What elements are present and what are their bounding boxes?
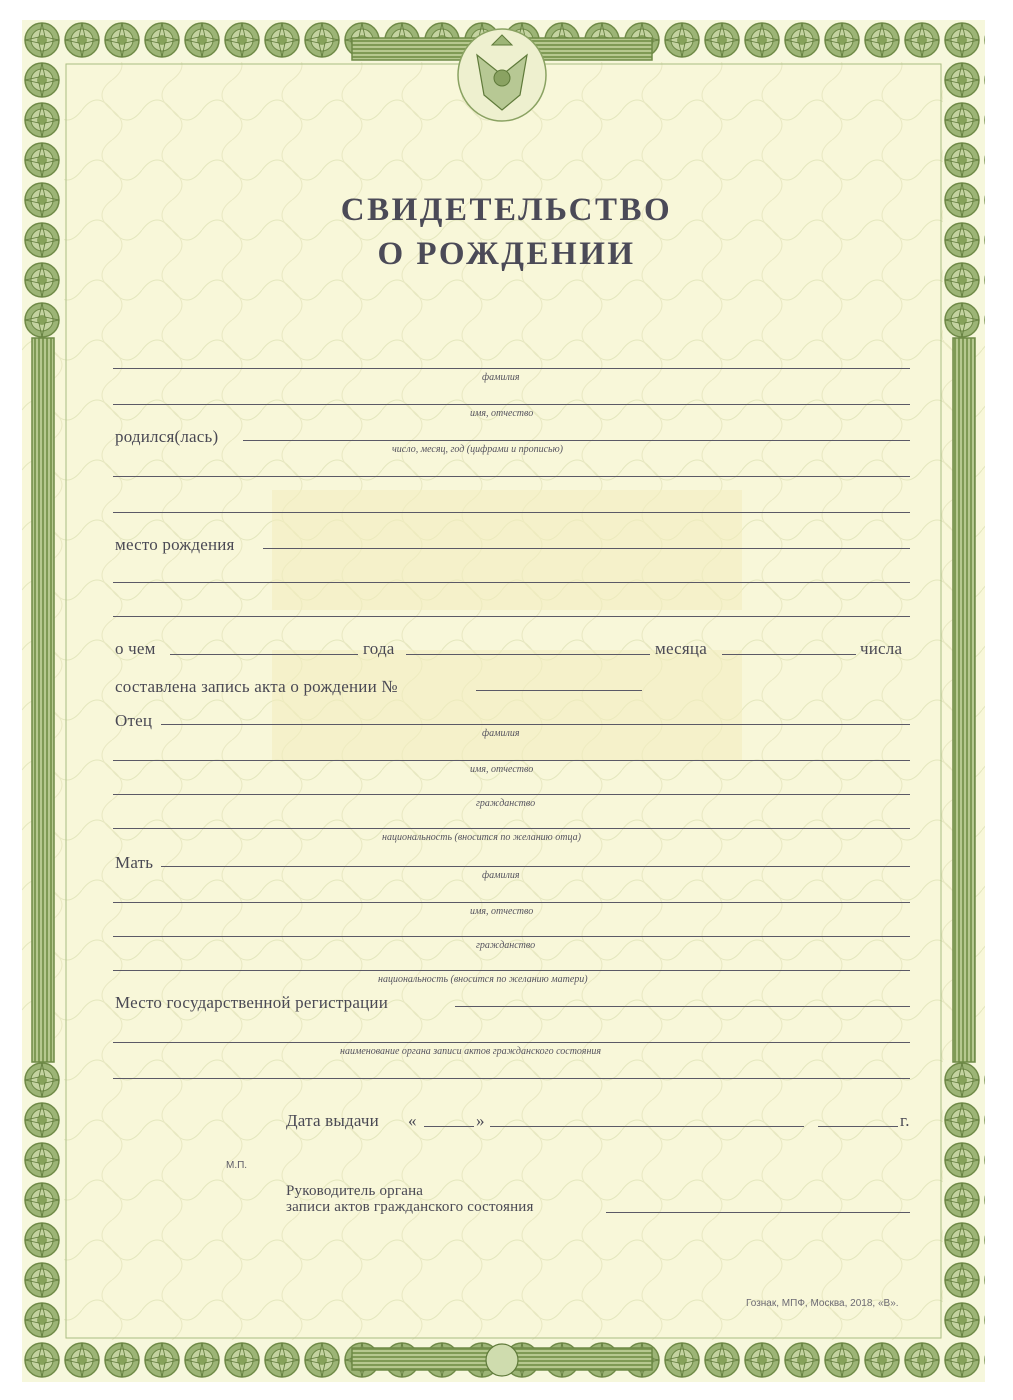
father-surname-line[interactable] [161, 724, 910, 725]
registry-office-line[interactable] [113, 1042, 910, 1043]
document-title-line1: СВИДЕТЕЛЬСТВО [340, 192, 673, 228]
surname-hint: фамилия [482, 372, 520, 383]
issue-year-line[interactable] [818, 1126, 898, 1127]
father-label: Отец [115, 711, 153, 730]
birthplace-line-2[interactable] [113, 582, 910, 583]
month-label: месяца [655, 639, 707, 658]
surname-line[interactable] [113, 368, 910, 369]
year-label: года [363, 639, 395, 658]
father-name-line[interactable] [113, 760, 910, 761]
issue-month-line[interactable] [490, 1126, 804, 1127]
quote-open: « [408, 1111, 417, 1130]
record-day-line[interactable] [722, 654, 856, 655]
mother-name-line[interactable] [113, 902, 910, 903]
father-surname-hint: фамилия [482, 728, 520, 739]
head-signature-line[interactable] [606, 1212, 910, 1213]
birthplace-line-3[interactable] [113, 616, 910, 617]
father-name-hint: имя, отчество [470, 764, 534, 775]
printer-imprint: Гознак, МПФ, Москва, 2018, «В». [746, 1298, 899, 1309]
father-citizenship-hint: гражданство [476, 798, 536, 809]
mother-name-hint: имя, отчество [470, 906, 534, 917]
year-suffix: г. [900, 1111, 910, 1130]
birth-date-hint: число, месяц, год (цифрами и прописью) [392, 444, 563, 455]
father-nationality-line[interactable] [113, 828, 910, 829]
birthplace-line[interactable] [263, 548, 910, 549]
mother-citizenship-hint: гражданство [476, 940, 536, 951]
name-hint: имя, отчество [470, 408, 534, 419]
birth-date-line-2[interactable] [113, 476, 910, 477]
born-label: родился(лась) [115, 427, 219, 446]
father-citizenship-line[interactable] [113, 794, 910, 795]
mother-nationality-hint: национальность (вносится по желанию матери) [378, 974, 588, 985]
registry-office-line-2[interactable] [113, 1078, 910, 1079]
document-title-line2: О РОЖДЕНИИ [377, 236, 636, 272]
mother-nationality-line[interactable] [113, 970, 910, 971]
mother-surname-line[interactable] [161, 866, 910, 867]
mother-surname-hint: фамилия [482, 870, 520, 881]
birth-date-line-3[interactable] [113, 512, 910, 513]
registry-office-hint: наименование органа записи актов гражданского состояния [340, 1046, 602, 1057]
record-year-line[interactable] [170, 654, 358, 655]
issue-date-label: Дата выдачи [286, 1111, 379, 1130]
birth-date-line[interactable] [243, 440, 910, 441]
mother-label: Мать [115, 853, 154, 872]
registration-place-line[interactable] [455, 1006, 910, 1007]
stamp-place-label: М.П. [226, 1160, 248, 1171]
head-label-line2: записи актов гражданского состояния [286, 1199, 534, 1215]
record-number-label: составлена запись акта о рождении № [115, 677, 398, 696]
name-line[interactable] [113, 404, 910, 405]
quote-close: » [476, 1111, 485, 1130]
record-month-line[interactable] [406, 654, 650, 655]
birthplace-label: место рождения [115, 535, 235, 554]
head-label-line1: Руководитель органа [286, 1183, 424, 1199]
about-what-label: о чем [115, 639, 156, 658]
issue-day-line[interactable] [424, 1126, 474, 1127]
father-nationality-hint: национальность (вносится по желанию отца) [382, 832, 581, 843]
record-number-line[interactable] [476, 690, 642, 691]
mother-citizenship-line[interactable] [113, 936, 910, 937]
registration-place-label: Место государственной регистрации [115, 993, 389, 1012]
day-label: числа [860, 639, 903, 658]
